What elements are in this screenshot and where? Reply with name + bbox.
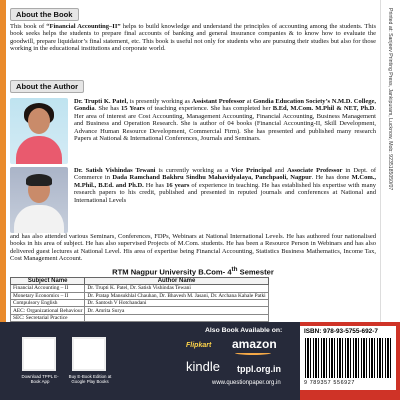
about-book-section xyxy=(10,4,376,76)
printer-info: Printed at: Sanjeev Printing Press, Jankipuram, Lucknow, Mob: 9235185050/07 xyxy=(387,8,393,191)
footer-band xyxy=(0,322,400,400)
about-book-heading: About the Book xyxy=(10,8,79,21)
questionpaper-website[interactable]: www.questionpaper.org.in xyxy=(212,380,281,386)
subject-cell: SEC: Secretarial Practice xyxy=(11,314,85,321)
university-title xyxy=(10,266,376,277)
author-cell: Dr. Santosh V Hotchandani xyxy=(85,299,268,306)
bio-text: is presently working as xyxy=(127,98,192,105)
table-row xyxy=(11,314,269,321)
table-row xyxy=(11,292,269,299)
author-cell: Dr. Trupti K. Patel, Dr. Satish Vishindas Tewani xyxy=(85,285,268,292)
about-book-text-a: This book of xyxy=(10,23,47,30)
author-cell: Dr. Amrita Surya xyxy=(85,307,268,314)
bio-text: at xyxy=(245,98,254,105)
google-play-qr-icon[interactable] xyxy=(72,337,108,371)
amazon-logo[interactable]: amazon xyxy=(232,337,277,351)
about-author-heading: About the Author xyxy=(10,80,84,93)
header-author: Author Name xyxy=(85,278,268,285)
bio-bold: B.Ed, M.Com. M.Phil & NET, Ph.D xyxy=(272,105,375,113)
bio-text: and xyxy=(271,167,288,174)
author-cell xyxy=(85,314,268,321)
google-play-caption: Buy E-Book Edition at Google Play Books xyxy=(68,374,112,384)
bio-bold: Assistant Professor xyxy=(191,98,245,105)
back-cover-content xyxy=(10,4,376,322)
bio-bold: 15 Years xyxy=(120,105,145,113)
bio-text: in Dept. of Commerce in xyxy=(74,167,377,182)
amazon-smile-icon xyxy=(235,351,271,355)
bio-text: . Her area of interest are Cost Accounting, Management Accounting, Financial Accounting, Business Management and Business and Operation Research. She is author of 04 books (Financial Accounting-II, Skill Development, Advance Human Resource Development, Commercial Firm). She has presented and published many research Papers at National & International Conferences, Journals and Seminars. xyxy=(74,105,376,143)
isbn-label: ISBN: 978-93-5755-692-7 xyxy=(304,328,378,335)
subject-cell: Financial Accounting – II xyxy=(11,285,85,292)
author-1 xyxy=(10,98,376,164)
university-title-sup: th xyxy=(231,265,238,273)
table-row xyxy=(11,307,269,314)
author-2-name: Dr. Satish Vishindas Tewani xyxy=(74,167,156,174)
bio-text: . He has done xyxy=(311,174,352,182)
bio-text: of teaching experience. She has completed her xyxy=(144,105,273,113)
bio-text: He has xyxy=(143,181,167,189)
author-1-photo xyxy=(10,98,68,164)
flipkart-logo[interactable]: Flipkart xyxy=(186,342,212,349)
bio-bold: Dada Ramchand Bakhru Sindhu Mahavidyalaya, Panchpaoli, Nagpur xyxy=(112,174,312,182)
author-2-bio xyxy=(74,167,376,233)
about-author-section xyxy=(10,76,376,263)
about-book-text xyxy=(10,23,376,53)
bio-bold: 16 years xyxy=(166,181,190,189)
tppl-app-qr-icon[interactable] xyxy=(22,337,58,371)
bio-bold: Gondia Education Society’s N.M.D. College, Gondia xyxy=(74,98,377,113)
isbn-barcode-box xyxy=(300,326,396,390)
author-2-photo xyxy=(10,167,68,233)
table-header-row xyxy=(11,278,269,285)
tppl-app-caption: Download TPPL E-Book App xyxy=(21,374,59,384)
author-1-name: Dr. Trupti K. Patel, xyxy=(74,98,128,105)
author-cell: Dr. Pratap Mansukhlal Chauhan, Dr. Bhavesh M. Jasani, Dr. Archana Kahale Patki xyxy=(85,292,268,299)
bio-text: . She has xyxy=(94,105,121,113)
book-title-bold: “Financial Accounting–II” xyxy=(46,23,121,30)
tppl-website[interactable]: tppl.org.in xyxy=(237,364,281,374)
bio-text: of experience in teaching. He has established his expertise with many research papers to his credit, published and presented in reputed journals and conferences at National and International Levels xyxy=(74,181,376,204)
header-subject: Subject Name xyxy=(11,278,85,285)
subjects-table xyxy=(10,277,269,322)
subject-cell: Monetary Economics – II xyxy=(11,292,85,299)
barcode-icon xyxy=(305,338,391,378)
table-row xyxy=(11,299,269,306)
also-available-label: Also Book Available on: xyxy=(205,327,283,334)
subject-cell: AEC: Organizational Behaviour xyxy=(11,307,85,314)
university-title-text: RTM Nagpur University B.Com- 4 xyxy=(112,267,232,277)
barcode-number: 9 789357 556927 xyxy=(304,380,355,386)
author-1-bio xyxy=(74,98,376,164)
bio-bold: M.Com., M.Phil., B.Ed. and Ph.D. xyxy=(74,174,376,189)
author-2 xyxy=(10,167,376,233)
bio-bold: Associate Professor xyxy=(287,167,343,174)
about-book-text-b: helps to build knowledge and understand the principles of accounting among the students. This book seeks helps the students to prepare final accounts of banking and general insurance companies & to know how to evaluate the goodwill, prepare liquidator’s final statement, etc. This book is useful not only for students who are pursuing their studies but also for those working in the educational institutions and corporate world. xyxy=(10,23,376,53)
bio-text: is currently working as a xyxy=(155,167,232,174)
author-2-bio-continued: and has also attended various Seminars, Conferences, FDPs, Webinars at National International Levels. He has authored four nationalised books in his area of subject. He has also supervised Projects of M.Com. students. He has been a Resource Person in Webinars and has also delivered guest lectures at National Level. His area of expertise being Financial Accounting, Statistics Business Mathematics, Income Tax, Cost Management Account. xyxy=(10,233,376,263)
university-title-end: Semester xyxy=(237,267,274,277)
table-row xyxy=(11,285,269,292)
bio-bold: Vice Principal xyxy=(231,167,272,174)
kindle-logo[interactable]: kindle xyxy=(186,359,220,374)
subject-cell: Compulsory English xyxy=(11,299,85,306)
